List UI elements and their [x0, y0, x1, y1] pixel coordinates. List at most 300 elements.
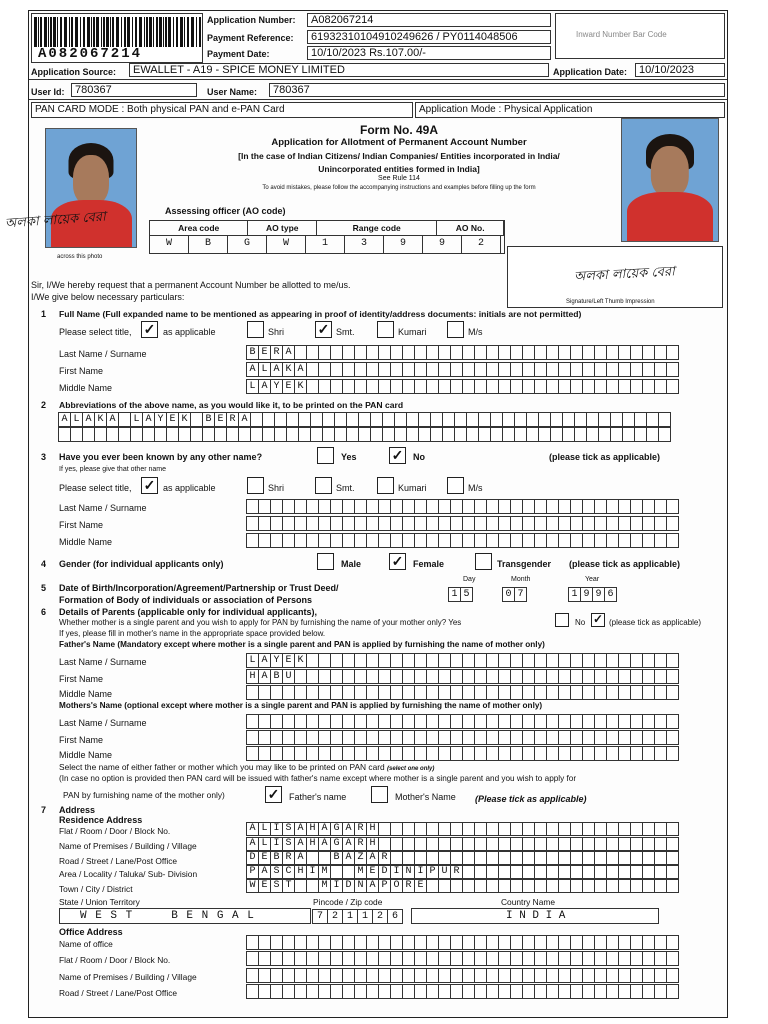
barcode-bar — [53, 17, 56, 47]
s2-abbr-grid-1-cell[interactable]: A — [106, 412, 119, 427]
title-label: M/s — [468, 327, 483, 337]
s4-number: 4 — [41, 559, 47, 569]
barcode-bar — [60, 17, 62, 47]
s1-first-grid-cell[interactable]: L — [258, 362, 271, 377]
s2-abbr-grid-1-cell[interactable]: E — [166, 412, 179, 427]
father-first-grid — [247, 669, 679, 684]
s2-abbr-grid-1-cell[interactable]: L — [130, 412, 143, 427]
barcode-bar — [180, 17, 183, 47]
father-middle-grid-cell[interactable] — [666, 685, 679, 700]
form-note: To avoid mistakes, please follow the accompanying instructions and examples before filling up the form — [262, 185, 536, 191]
s7-heading: Address — [59, 805, 96, 815]
barcode-text: A082067214 — [38, 46, 143, 62]
dob-year-grid-cell[interactable]: 9 — [592, 587, 605, 602]
area-grid-cell[interactable]: S — [270, 865, 283, 879]
office-premises-grid — [247, 968, 679, 983]
road-grid — [247, 851, 679, 865]
s1-middle-grid — [247, 379, 679, 394]
s2-abbr-grid-2 — [59, 427, 671, 442]
application-source-value: EWALLET - A19 - SPICE MONEY LIMITED — [129, 63, 549, 77]
female-checkbox[interactable]: ✓ — [389, 553, 406, 570]
s1-first-grid-cell[interactable]: A — [270, 362, 283, 377]
title-label: Shri — [268, 483, 285, 493]
area-grid-cell[interactable] — [666, 865, 679, 879]
s1-last-grid-cell[interactable]: A — [282, 345, 295, 360]
ao-value-cell: 2 — [462, 236, 501, 253]
flat-grid-cell[interactable]: A — [318, 822, 331, 836]
s1-last-label: Last Name / Surname — [59, 349, 147, 359]
road-grid-cell[interactable]: D — [246, 851, 259, 865]
area-grid-cell[interactable]: H — [294, 865, 307, 879]
s3-title-suffix: as applicable — [163, 483, 216, 493]
s1-first-grid-cell[interactable]: A — [294, 362, 307, 377]
s3-middle-grid — [247, 533, 679, 548]
father-last-grid-cell[interactable]: Y — [270, 653, 283, 668]
s3-last-grid — [247, 499, 679, 514]
flat-grid-cell[interactable]: A — [342, 822, 355, 836]
ao-table — [149, 220, 505, 258]
form-scope-line1: [In the case of Indian Citizens/ Indian Companies/ Entities incorporated in India/ — [238, 151, 560, 161]
road-label: Road / Street / Lane/Post Office — [59, 856, 178, 866]
town-grid-cell[interactable]: D — [342, 879, 355, 893]
flat-grid-cell[interactable]: A — [294, 822, 307, 836]
form-subtitle: Application for Allotment of Permanent Account Number — [271, 137, 527, 148]
dob-year-grid-cell[interactable]: 6 — [604, 587, 617, 602]
s1-last-grid-cell[interactable] — [666, 345, 679, 360]
application-date-value: 10/10/2023 — [635, 63, 725, 77]
s2-abbr-grid-1-cell[interactable]: Y — [154, 412, 167, 427]
male-label: Male — [341, 559, 362, 569]
pin-grid-cell[interactable]: 2 — [372, 909, 388, 924]
barcode-bar — [69, 17, 70, 47]
flat-grid-cell[interactable]: G — [330, 822, 343, 836]
s1-first-grid-cell[interactable]: K — [282, 362, 295, 377]
s3-sub: If yes, please give that other name — [59, 466, 167, 473]
barcode-bar — [159, 17, 162, 47]
pin-grid-cell[interactable]: 1 — [357, 909, 373, 924]
male-checkbox[interactable] — [317, 553, 334, 570]
title-label: Smt. — [336, 483, 355, 493]
s2-abbr-grid-1-cell[interactable]: A — [58, 412, 71, 427]
title-label: Smt. — [336, 327, 355, 337]
s3-tick-note: (please tick as applicable) — [549, 452, 661, 462]
road-grid-cell[interactable]: B — [270, 851, 283, 865]
barcode-bar — [83, 17, 85, 47]
s3-no-checkbox[interactable]: ✓ — [389, 447, 406, 464]
payment-reference-value: 6193231010491024962​6 / PY0114048506 — [307, 30, 551, 44]
year-label: Year — [585, 576, 600, 583]
barcode-bar — [93, 17, 95, 47]
s2-abbr-grid-1 — [59, 412, 671, 427]
barcode-bar — [50, 17, 52, 47]
area-grid-cell[interactable]: M — [354, 865, 367, 879]
s3-yes-checkbox[interactable] — [317, 447, 334, 464]
premises-grid-cell[interactable] — [666, 837, 679, 851]
application-number-label: Application Number: — [207, 15, 296, 25]
town-grid-cell[interactable]: S — [270, 879, 283, 893]
father-last-grid-cell[interactable]: K — [294, 653, 307, 668]
barcode-bar — [153, 17, 154, 47]
single-parent-no-checkbox[interactable]: ✓ — [592, 612, 604, 626]
barcode-bar — [196, 17, 197, 47]
town-grid-cell[interactable]: N — [354, 879, 367, 893]
town-grid-cell[interactable]: P — [378, 879, 391, 893]
premises-grid-cell[interactable]: G — [330, 837, 343, 851]
signature-box — [507, 246, 723, 308]
title-checkbox-shri[interactable] — [247, 321, 264, 338]
town-grid-cell[interactable]: T — [282, 879, 295, 893]
barcode-bar — [44, 17, 47, 47]
town-grid-cell[interactable] — [666, 879, 679, 893]
mother-first-grid — [247, 730, 679, 745]
payment-reference-label: Payment Reference: — [207, 33, 294, 43]
title-checkbox-kumari[interactable] — [377, 477, 394, 494]
application-number-value: A082067214 — [307, 13, 551, 27]
s2-abbr-grid-1-cell[interactable]: K — [94, 412, 107, 427]
road-grid-cell[interactable]: R — [378, 851, 391, 865]
s3-last-grid-cell[interactable] — [666, 499, 679, 514]
flat-grid-cell[interactable]: L — [258, 822, 271, 836]
s1-middle-grid-cell[interactable]: A — [258, 379, 271, 394]
s1-first-label: First Name — [59, 366, 104, 376]
s1-title-suffix: as applicable — [163, 327, 216, 337]
pin-grid-cell[interactable]: 1 — [342, 909, 358, 924]
barcode-bar — [144, 17, 145, 47]
premises-grid-cell[interactable]: H — [306, 837, 319, 851]
office-name-label: Name of office — [59, 939, 113, 949]
flat-label: Flat / Room / Door / Block No. — [59, 826, 171, 836]
barcode-bar — [124, 17, 126, 47]
intro-line1: Sir, I/We hereby request that a permanent Account Number be allotted to me/us. — [31, 280, 351, 290]
title-checkbox-shri[interactable] — [247, 477, 264, 494]
s1-example-checkbox: ✓ — [141, 321, 158, 338]
s2-abbr-grid-1-cell[interactable]: B — [202, 412, 215, 427]
s2-abbr-grid-2-cell[interactable] — [658, 427, 671, 442]
s1-number: 1 — [41, 309, 47, 319]
father-middle-grid — [247, 685, 679, 700]
town-grid-cell[interactable]: E — [414, 879, 427, 893]
barcode-bar — [176, 17, 178, 47]
town-grid-cell[interactable]: O — [390, 879, 403, 893]
s1-first-grid-cell[interactable] — [666, 362, 679, 377]
barcode-bar — [191, 17, 194, 47]
barcode-bar — [106, 17, 109, 47]
s1-first-grid-cell[interactable]: A — [246, 362, 259, 377]
barcode-bar — [139, 17, 142, 47]
barcode-bar — [38, 17, 39, 47]
state-field: W E S T B E N G A L — [59, 908, 311, 924]
fathers-name-label: Father's name — [289, 792, 347, 802]
office-name-grid-cell[interactable] — [666, 935, 679, 950]
ao-value-cell: 9 — [423, 236, 462, 253]
barcode-bar — [34, 17, 37, 47]
area-grid-cell[interactable]: M — [318, 865, 331, 879]
s3-first-grid-cell[interactable] — [666, 516, 679, 531]
office-premises-grid-cell[interactable] — [666, 968, 679, 983]
residence-heading: Residence Address — [59, 815, 143, 825]
road-grid-cell[interactable]: A — [342, 851, 355, 865]
s3-last-label: Last Name / Surname — [59, 503, 147, 513]
s2-abbr-grid-1-cell[interactable]: A — [238, 412, 251, 427]
office-road-label: Road / Street / Lane/Post Office — [59, 988, 178, 998]
s3-no-label: No — [413, 452, 425, 462]
area-grid-cell[interactable]: I — [306, 865, 319, 879]
barcode-bar — [121, 17, 122, 47]
s1-last-grid-cell[interactable]: R — [270, 345, 283, 360]
premises-grid-cell[interactable]: A — [294, 837, 307, 851]
mothers-name-label: Mother's Name — [395, 792, 456, 802]
barcode-bar — [156, 17, 158, 47]
single-parent-yes-checkbox[interactable] — [555, 613, 569, 627]
s2-abbr-grid-1-cell[interactable]: A — [82, 412, 95, 427]
town-label: Town / City / District — [59, 884, 133, 894]
s7-number: 7 — [41, 805, 47, 815]
dob-day-grid-cell[interactable]: 5 — [460, 587, 473, 602]
s2-abbr-grid-1-cell[interactable]: E — [214, 412, 227, 427]
dob-day-grid-cell[interactable]: 1 — [448, 587, 461, 602]
ao-value-cell: B — [189, 236, 228, 253]
flat-grid-cell[interactable]: I — [270, 822, 283, 836]
flat-grid-cell[interactable]: A — [246, 822, 259, 836]
premises-grid-cell[interactable]: L — [258, 837, 271, 851]
s2-abbr-grid-1-cell[interactable]: R — [226, 412, 239, 427]
father-first-grid-cell[interactable]: A — [258, 669, 271, 684]
s1-last-grid — [247, 345, 679, 360]
s6-note: If yes, please fill in mother's name in the appropriate space provided below. — [59, 629, 326, 638]
barcode-box — [31, 13, 203, 63]
pan-card-mode: PAN CARD MODE : Both physical PAN and e-PAN Card — [31, 102, 413, 118]
dob-month-grid-cell[interactable]: 7 — [514, 587, 527, 602]
s2-number: 2 — [41, 400, 47, 410]
ao-value-cell: 1 — [306, 236, 345, 253]
s4-tick-note: (please tick as applicable) — [569, 559, 681, 569]
title-label: Kumari — [398, 483, 427, 493]
s1-middle-label: Middle Name — [59, 383, 113, 393]
flat-grid-cell[interactable]: S — [282, 822, 295, 836]
flat-grid-cell[interactable]: R — [354, 822, 367, 836]
father-last-grid-cell[interactable]: A — [258, 653, 271, 668]
road-grid-cell[interactable]: E — [258, 851, 271, 865]
barcode-bar — [127, 17, 130, 47]
pin-grid-cell[interactable]: 2 — [327, 909, 343, 924]
pin-grid-cell[interactable]: 6 — [387, 909, 403, 924]
premises-grid — [247, 837, 679, 851]
office-heading: Office Address — [59, 927, 123, 937]
barcode-bar — [48, 17, 49, 47]
area-label: Area / Locality / Taluka/ Sub- Division — [59, 869, 198, 879]
road-grid-cell[interactable]: B — [330, 851, 343, 865]
title-checkbox-ms[interactable] — [447, 321, 464, 338]
town-grid-cell[interactable]: W — [246, 879, 259, 893]
s1-last-grid-cell[interactable]: E — [258, 345, 271, 360]
user-id-value: 780367 — [71, 83, 197, 97]
area-grid-cell[interactable]: I — [414, 865, 427, 879]
area-grid-cell[interactable]: E — [366, 865, 379, 879]
s2-abbr-grid-1-cell[interactable] — [658, 412, 671, 427]
area-grid-cell[interactable]: R — [450, 865, 463, 879]
s2-abbr-grid-1-cell[interactable]: A — [142, 412, 155, 427]
mother-middle-grid-cell[interactable] — [666, 746, 679, 761]
form-rule: See Rule 114 — [378, 175, 420, 182]
barcode-bar — [87, 17, 90, 47]
transgender-label: Transgender — [497, 559, 552, 569]
fathers-name-checkbox[interactable]: ✓ — [265, 786, 282, 803]
area-grid-cell[interactable]: C — [282, 865, 295, 879]
mothers-name-checkbox[interactable] — [371, 786, 388, 803]
dob-year-grid-cell[interactable]: 1 — [568, 587, 581, 602]
barcode-bar — [132, 17, 133, 47]
s1-middle-grid-cell[interactable]: K — [294, 379, 307, 394]
applicant-photo-right — [621, 118, 719, 242]
office-flat-grid — [247, 951, 679, 966]
father-first-grid-cell[interactable]: B — [270, 669, 283, 684]
mother-last-label: Last Name / Surname — [59, 718, 147, 728]
s1-middle-grid-cell[interactable]: L — [246, 379, 259, 394]
barcode-bar — [40, 17, 42, 47]
area-grid — [247, 865, 679, 879]
title-checkbox-ms[interactable] — [447, 477, 464, 494]
title-label: Shri — [268, 327, 285, 337]
s6-case-line: (In case no option is provided then PAN card will be issued with father's name except where mother is a single parent and you wish to apply for — [59, 774, 577, 783]
barcode-bar — [187, 17, 189, 47]
country-label: Country Name — [501, 897, 555, 907]
premises-grid-cell[interactable]: H — [366, 837, 379, 851]
s6-tick-note: (please tick as applicable) — [609, 618, 702, 627]
payment-date-label: Payment Date: — [207, 49, 270, 59]
father-last-grid-cell[interactable]: E — [282, 653, 295, 668]
ao-heading: Assessing officer (AO code) — [165, 206, 286, 216]
town-grid-cell[interactable]: E — [258, 879, 271, 893]
s1-middle-grid-cell[interactable] — [666, 379, 679, 394]
area-grid-cell[interactable]: A — [258, 865, 271, 879]
premises-grid-cell[interactable]: A — [342, 837, 355, 851]
barcode-bar — [184, 17, 185, 47]
dob-day-grid — [449, 587, 473, 602]
premises-grid-cell[interactable]: I — [270, 837, 283, 851]
s6-no-label: No — [575, 618, 586, 627]
town-grid-cell[interactable]: R — [402, 879, 415, 893]
office-flat-grid-cell[interactable] — [666, 951, 679, 966]
road-grid-cell[interactable]: R — [282, 851, 295, 865]
dob-month-grid-cell[interactable]: 0 — [502, 587, 515, 602]
road-grid-cell[interactable]: A — [366, 851, 379, 865]
country-field: I N D I A — [411, 908, 659, 924]
mother-first-label: First Name — [59, 735, 104, 745]
s3-middle-grid-cell[interactable] — [666, 533, 679, 548]
dob-year-grid — [569, 587, 617, 602]
title-checkbox-smt[interactable]: ✓ — [315, 321, 332, 338]
office-road-grid-cell[interactable] — [666, 984, 679, 999]
area-grid-cell[interactable]: U — [438, 865, 451, 879]
s3-first-grid — [247, 516, 679, 531]
father-heading: Father's Name (Mandatory except where mother is a single parent and PAN is applied by furnishing the name of mother only) — [59, 640, 545, 649]
state-label: State / Union Territory — [59, 897, 140, 907]
town-grid-cell[interactable]: M — [318, 879, 331, 893]
ao-value-cell: 3 — [345, 236, 384, 253]
mother-last-grid-cell[interactable] — [666, 714, 679, 729]
transgender-checkbox[interactable] — [475, 553, 492, 570]
father-first-grid-cell[interactable] — [666, 669, 679, 684]
premises-grid-cell[interactable]: A — [318, 837, 331, 851]
ao-header-cell: AO No. — [437, 221, 504, 235]
divider — [29, 79, 727, 80]
pin-label: Pincode / Zip code — [313, 897, 383, 907]
barcode-bar — [135, 17, 137, 47]
father-first-grid-cell[interactable]: U — [282, 669, 295, 684]
office-road-grid — [247, 984, 679, 999]
flat-grid-cell[interactable]: H — [306, 822, 319, 836]
form-sheet — [4, 10, 728, 1018]
month-label: Month — [511, 576, 531, 583]
s6-number: 6 — [41, 607, 47, 617]
premises-grid-cell[interactable]: S — [282, 837, 295, 851]
s1-middle-grid-cell[interactable]: Y — [270, 379, 283, 394]
area-grid-cell[interactable]: D — [378, 865, 391, 879]
town-grid-cell[interactable]: A — [366, 879, 379, 893]
title-label: Kumari — [398, 327, 427, 337]
pin-grid-cell[interactable]: 7 — [312, 909, 328, 924]
please-tick-note: (Please tick as applicable) — [475, 794, 587, 804]
s1-last-grid-cell[interactable]: B — [246, 345, 259, 360]
dob-year-grid-cell[interactable]: 9 — [580, 587, 593, 602]
ao-value-cell: 9 — [384, 236, 423, 253]
application-mode: Application Mode : Physical Application — [415, 102, 725, 118]
road-grid-cell[interactable]: Z — [354, 851, 367, 865]
s2-abbr-grid-1-cell[interactable]: K — [178, 412, 191, 427]
flat-grid-cell[interactable] — [666, 822, 679, 836]
father-last-grid-cell[interactable]: L — [246, 653, 259, 668]
application-date-label: Application Date: — [553, 67, 628, 77]
s6-pan-line: PAN by furnishing name of the mother only) — [63, 790, 225, 800]
father-first-grid-cell[interactable]: H — [246, 669, 259, 684]
father-last-grid-cell[interactable] — [666, 653, 679, 668]
area-grid-cell[interactable]: P — [246, 865, 259, 879]
barcode-bar — [103, 17, 105, 47]
barcode-bar — [116, 17, 119, 47]
flat-grid — [247, 822, 679, 836]
ao-header-cell: Range code — [317, 221, 437, 235]
premises-grid-cell[interactable]: A — [246, 837, 259, 851]
road-grid-cell[interactable]: A — [294, 851, 307, 865]
area-grid-cell[interactable]: P — [426, 865, 439, 879]
area-grid-cell[interactable]: N — [402, 865, 415, 879]
town-grid-cell[interactable]: I — [330, 879, 343, 893]
flat-grid-cell[interactable]: H — [366, 822, 379, 836]
road-grid-cell[interactable] — [666, 851, 679, 865]
ao-value-cell: G — [228, 236, 267, 253]
s1-middle-grid-cell[interactable]: E — [282, 379, 295, 394]
payment-date-value: 10/10/2023 Rs.107.00/- — [307, 46, 551, 60]
area-grid-cell[interactable]: I — [390, 865, 403, 879]
mother-middle-grid — [247, 746, 679, 761]
s6-select-line: Select the name of either father or mother which you may like to be printed on PAN card (select one only) — [59, 762, 435, 772]
title-checkbox-smt[interactable] — [315, 477, 332, 494]
day-label: Day — [463, 576, 476, 583]
mother-first-grid-cell[interactable] — [666, 730, 679, 745]
s3-first-label: First Name — [59, 520, 104, 530]
s4-heading: Gender (for individual applicants only) — [59, 559, 224, 569]
premises-grid-cell[interactable]: R — [354, 837, 367, 851]
s2-heading: Abbreviations of the above name, as you would like it, to be printed on the PAN card — [59, 400, 404, 410]
ao-value-cell: W — [267, 236, 306, 253]
barcode-bar — [168, 17, 171, 47]
title-checkbox-kumari[interactable] — [377, 321, 394, 338]
s2-abbr-grid-1-cell[interactable]: L — [70, 412, 83, 427]
pin-grid — [313, 909, 403, 924]
barcode-bar — [101, 17, 102, 47]
s3-heading: Have you ever been known by any other name? — [59, 452, 263, 462]
barcode-bar — [165, 17, 167, 47]
